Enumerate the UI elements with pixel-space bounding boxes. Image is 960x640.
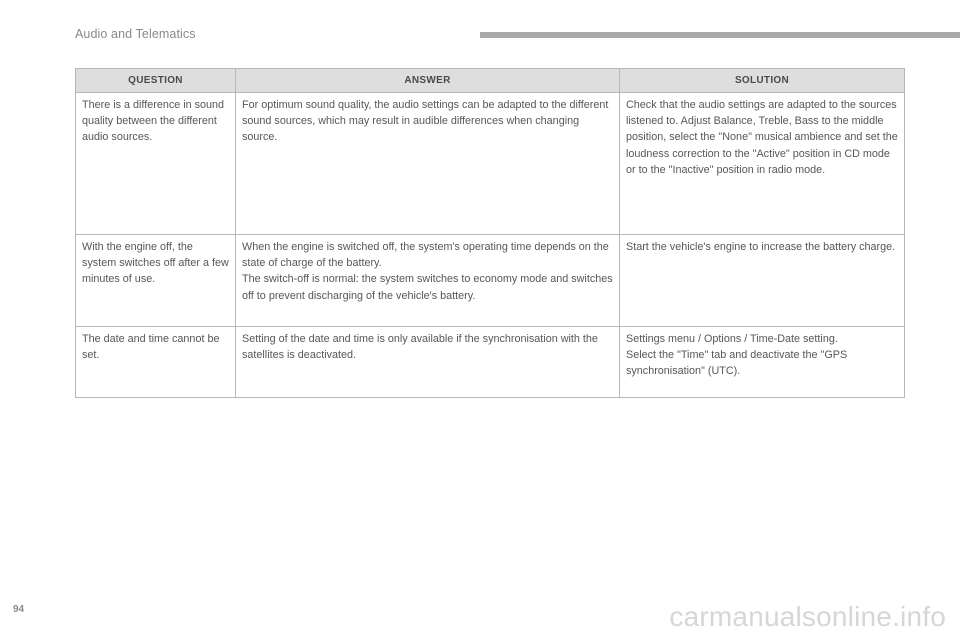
header-rule bbox=[480, 32, 960, 38]
answer-line: When the engine is switched off, the system's operating time depends on the state of charge of the battery. bbox=[242, 241, 609, 270]
question-cell: There is a difference in sound quality between the different audio sources. bbox=[76, 93, 236, 235]
watermark: carmanualsonline.info bbox=[669, 601, 946, 632]
table-header-row bbox=[76, 69, 905, 93]
solution-line: Settings menu / Options / Time-Date setting. bbox=[626, 333, 838, 345]
column-header-solution: SOLUTION bbox=[620, 69, 905, 93]
column-header-answer: ANSWER bbox=[236, 69, 620, 93]
page-number: 94 bbox=[13, 604, 25, 615]
table-row bbox=[76, 235, 905, 327]
table-row bbox=[76, 327, 905, 398]
solution-line: Select the "Time" tab and deactivate the "GPS synchronisation" (UTC). bbox=[626, 349, 848, 378]
question-cell: With the engine off, the system switches off after a few minutes of use. bbox=[76, 235, 236, 327]
column-header-question: QUESTION bbox=[76, 69, 236, 93]
section-title: Audio and Telematics bbox=[75, 27, 196, 41]
question-cell: The date and time cannot be set. bbox=[76, 327, 236, 398]
table-row bbox=[76, 93, 905, 235]
solution-cell: Check that the audio settings are adapted to the sources listened to. Adjust Balance, Treble, Bass to the middle position, select the "None" musical ambience and set the loudness correction to the "Active" position in CD mode or to the "Inactive" position in radio mode. bbox=[620, 93, 905, 235]
answer-cell bbox=[236, 235, 620, 327]
solution-cell: Start the vehicle's engine to increase the battery charge. bbox=[620, 235, 905, 327]
answer-cell: For optimum sound quality, the audio settings can be adapted to the different sound sources, which may result in audible differences when changing source. bbox=[236, 93, 620, 235]
faq-table bbox=[75, 68, 905, 398]
answer-cell: Setting of the date and time is only available if the synchronisation with the satellites is deactivated. bbox=[236, 327, 620, 398]
solution-cell bbox=[620, 327, 905, 398]
answer-line: The switch-off is normal: the system switches to economy mode and switches off to prevent discharging of the vehicle's battery. bbox=[242, 273, 613, 302]
